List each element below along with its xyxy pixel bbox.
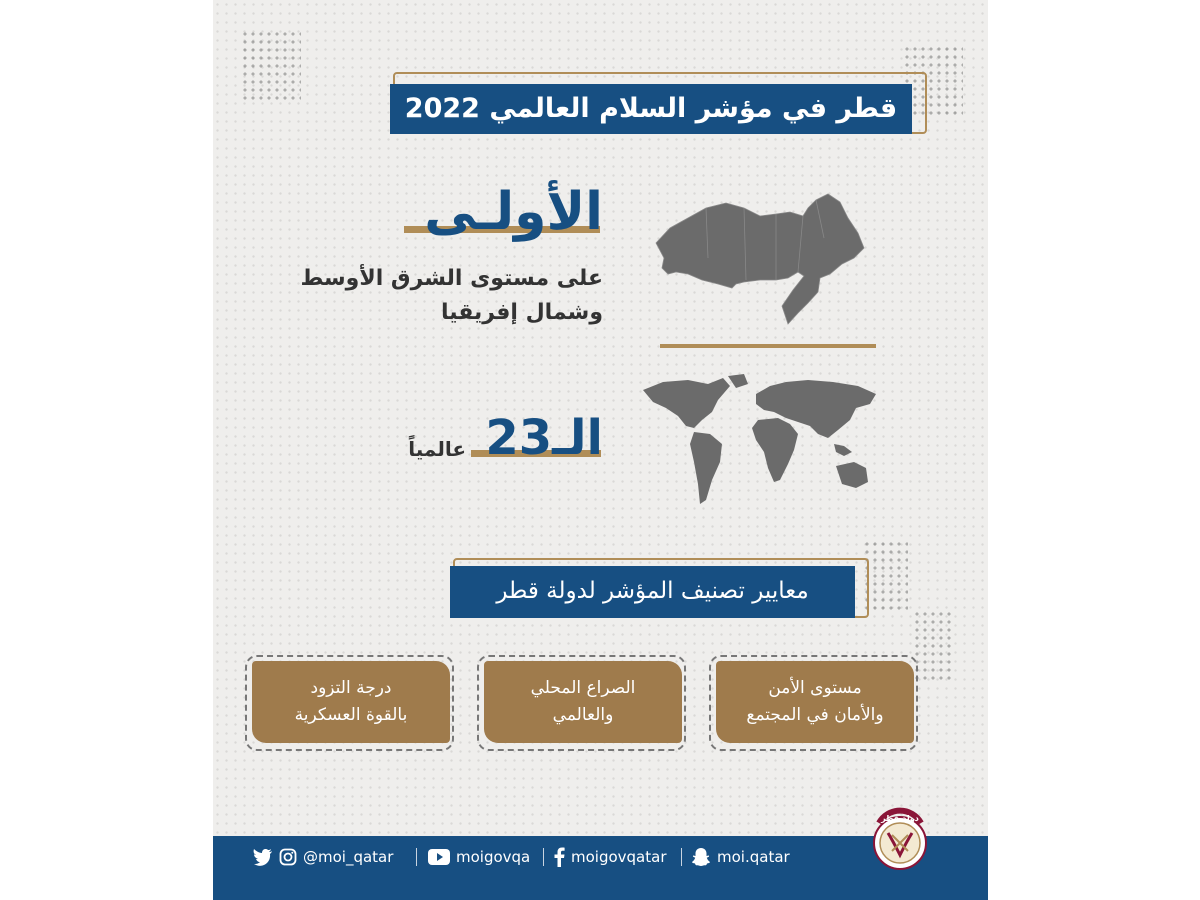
state-of-qatar-emblem <box>853 805 948 875</box>
regional-rank: الأولـى <box>424 182 603 242</box>
snapchat-icon <box>691 847 711 867</box>
footer-separator <box>416 848 417 866</box>
world-map <box>638 372 883 522</box>
youtube-icon <box>428 849 450 865</box>
north-america <box>643 378 730 428</box>
greenland <box>728 374 748 388</box>
footer-separator <box>681 848 682 866</box>
global-label: عالمياً <box>408 437 466 461</box>
twitter-icon <box>253 848 273 866</box>
twitter-instagram-handle: @moi_qatar <box>303 848 394 866</box>
instagram-icon <box>279 848 297 866</box>
global-rank: الـ23 <box>485 410 603 466</box>
criteria-card-conflict <box>484 661 682 743</box>
dot-pattern-bottom-right <box>913 610 953 680</box>
emblem-text: دولة قطر <box>881 814 919 823</box>
social-snapchat[interactable] <box>691 846 790 868</box>
mena-landmass <box>656 194 864 324</box>
criteria-card-line: درجة التزود <box>310 678 392 698</box>
australia <box>836 462 868 488</box>
south-america <box>690 432 722 504</box>
section-divider <box>660 344 876 348</box>
youtube-handle: moigovqa <box>456 848 531 866</box>
regional-line-1: على مستوى الشرق الأوسط <box>300 266 603 291</box>
social-facebook[interactable] <box>553 846 667 868</box>
criteria-card-line: والأمان في المجتمع <box>746 705 884 725</box>
social-twitter-instagram[interactable] <box>253 846 393 868</box>
regional-line-2: وشمال إفريقيا <box>440 300 603 325</box>
criteria-card-line: والعالمي <box>552 705 614 725</box>
criteria-card-security <box>716 661 914 743</box>
criteria-card-line: الصراع المحلي <box>530 678 636 698</box>
criteria-card-line: بالقوة العسكرية <box>294 705 408 725</box>
infographic-canvas <box>213 0 988 900</box>
africa <box>752 418 798 482</box>
criteria-title: معايير تصنيف المؤشر لدولة قطر <box>450 566 855 618</box>
facebook-icon <box>553 847 565 867</box>
mena-map <box>648 188 868 333</box>
southeast-asia-islands <box>834 444 852 456</box>
criteria-card-line: مستوى الأمن <box>768 678 862 698</box>
footer-separator <box>543 848 544 866</box>
facebook-handle: moigovqatar <box>571 848 667 866</box>
snapchat-handle: moi.qatar <box>717 848 790 866</box>
dot-pattern-mid-right <box>863 540 908 610</box>
page-title: قطر في مؤشر السلام العالمي 2022 <box>390 84 912 134</box>
social-youtube[interactable] <box>428 846 530 868</box>
regional-description <box>300 262 603 330</box>
dot-pattern-top-left <box>241 30 301 100</box>
criteria-card-militarisation <box>252 661 450 743</box>
